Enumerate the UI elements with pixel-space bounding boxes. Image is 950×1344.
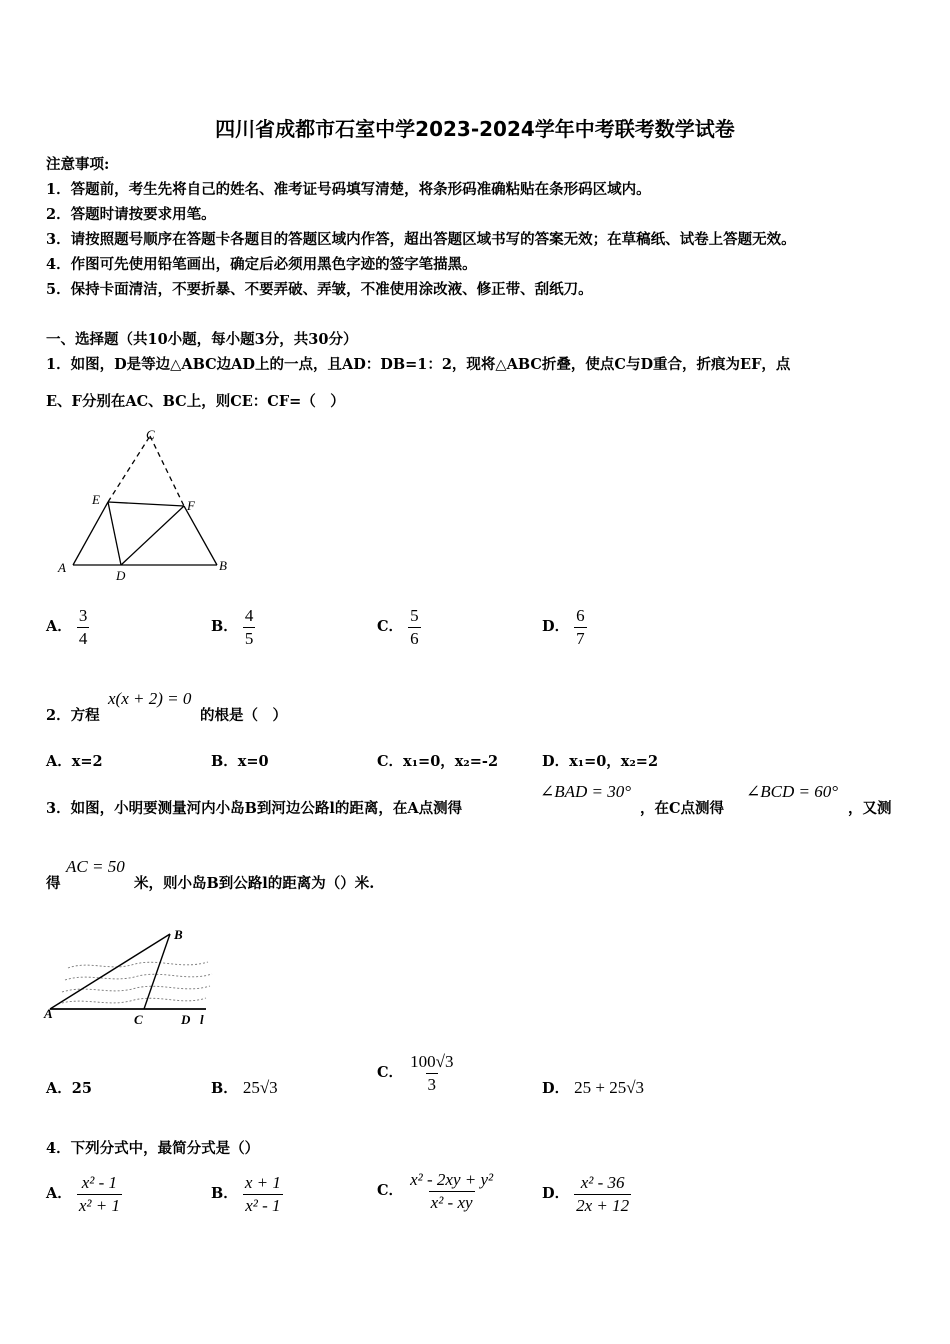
- q4-option-c[interactable]: C． $\frac{\text{x² - 2xy + y²}}{\text{x² - xy}}$: [377, 1170, 494, 1212]
- q2-prefix: 2．方程: [46, 707, 100, 724]
- label-l: l: [200, 1012, 204, 1027]
- q1-option-c[interactable]: C． $\frac{5}{6}$: [377, 606, 419, 648]
- q1-option-a[interactable]: A． $\frac{3}{4}$: [46, 606, 88, 648]
- q4-option-d[interactable]: D． $\frac{\text{x² - 36}}{2x + 12}$: [542, 1173, 630, 1215]
- q3-part2: ，在C点测得: [640, 800, 725, 817]
- q1-option-d[interactable]: D． $\frac{6}{7}$: [542, 606, 585, 648]
- q3-ac-length: AC = 50: [66, 857, 125, 876]
- q3-line2-suffix: 米，则小岛B到公路l的距离为（）米.: [134, 875, 375, 892]
- label-b: B: [174, 927, 183, 942]
- q2-equation: x(x + 2) = 0: [108, 689, 192, 708]
- q3-angle-bcd: ∠BCD = 60°: [746, 782, 839, 801]
- q3-option-c[interactable]: C． $\frac{100√3}{3}$: [377, 1052, 454, 1094]
- notice-item-3: 3．请按照题号顺序在答题卡各题目的答题区域内作答，超出答题区域书写的答案无效；在草稿纸、试卷上答题无效。: [46, 231, 796, 248]
- q3-part1: 3．如图，小明要测量河内小岛B到河边公路l的距离，在A点测得: [46, 800, 463, 817]
- q3-river-figure: [40, 920, 230, 1035]
- label-a: A: [44, 1006, 53, 1021]
- label-a: A: [58, 560, 66, 575]
- page-title: 四川省成都市石室中学2023-2024学年中考联考数学试卷: [215, 117, 735, 141]
- q2-option-b[interactable]: B．x=0: [211, 753, 269, 770]
- q3-line2-prefix: 得: [46, 875, 61, 892]
- label-c: C: [134, 1012, 143, 1027]
- notice-item-2: 2．答题时请按要求用笔。: [46, 206, 216, 223]
- q2-suffix: 的根是（ ）: [200, 707, 287, 724]
- q1-line2: E、F分别在AC、BC上，则CE：CF=（ ）: [46, 393, 345, 410]
- q3-option-a[interactable]: A．25: [46, 1080, 92, 1097]
- section-heading: 一、选择题（共10小题，每小题3分，共30分）: [46, 331, 358, 348]
- notice-item-4: 4．作图可先使用铅笔画出，确定后必须用黑色字迹的签字笔描黑。: [46, 256, 477, 273]
- q3-option-b[interactable]: B． 25√3: [211, 1078, 278, 1097]
- q3-part3: ，又测: [848, 800, 892, 817]
- label-c: C: [146, 427, 155, 442]
- q2-option-d[interactable]: D．x₁=0，x₂=2: [542, 753, 659, 770]
- q2-option-c[interactable]: C．x₁=0，x₂=-2: [377, 753, 499, 770]
- q3-option-d[interactable]: D． 25 + 25√3: [542, 1078, 645, 1097]
- q4-option-b[interactable]: B． $\frac{x + 1}{\text{x² - 1}}$: [211, 1173, 281, 1215]
- q3-angle-bad: ∠BAD = 30°: [540, 782, 632, 801]
- q1-option-b[interactable]: B． $\frac{4}{5}$: [211, 606, 254, 648]
- q4-question: 4．下列分式中，最简分式是（）: [46, 1140, 260, 1157]
- label-f: F: [187, 498, 195, 513]
- label-d: D: [181, 1012, 191, 1027]
- notice-heading: 注意事项:: [46, 156, 110, 173]
- q4-option-a[interactable]: A． $\frac{\text{x² - 1}}{\text{x² + 1}}$: [46, 1173, 120, 1215]
- q2-option-a[interactable]: A．x=2: [46, 753, 103, 770]
- notice-item-1: 1．答题前，考生先将自己的姓名、准考证号码填写清楚，将条形码准确粘贴在条形码区域内。: [46, 181, 651, 198]
- label-b: B: [219, 558, 227, 573]
- label-e: E: [92, 492, 100, 507]
- notice-item-5: 5．保持卡面清洁，不要折暴、不要弄破、弄皱，不准使用涂改液、修正带、刮纸刀。: [46, 281, 593, 298]
- q1-line1: 1．如图，D是等边△ABC边AD上的一点，且AD：DB=1：2，现将△ABC折叠，使点C与D重合，折痕为EF，点: [46, 356, 791, 373]
- label-d: D: [116, 568, 126, 583]
- q1-triangle-figure: [50, 420, 240, 585]
